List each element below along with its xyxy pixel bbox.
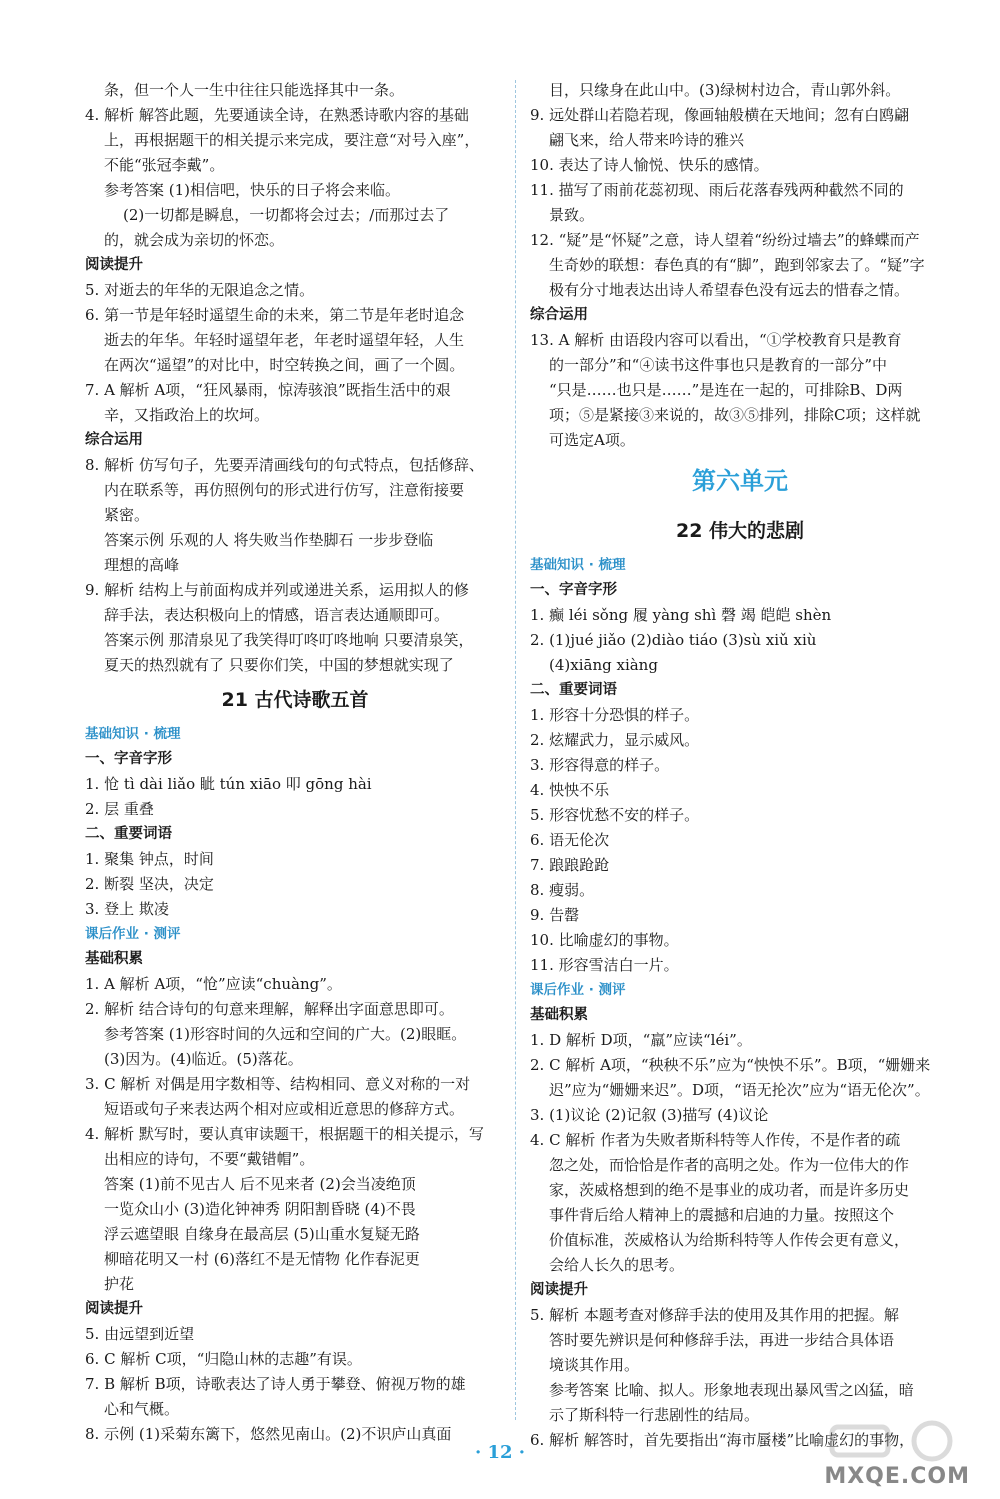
text-line: 境谈其作用。 [549, 1356, 640, 1374]
section-heading: 阅读提升 [85, 257, 143, 273]
text-line: 2. 解析 结合诗句的句意来理解，解释出字面意思即可。 [85, 1000, 454, 1018]
section-heading: 阅读提升 [85, 1301, 143, 1317]
text-line: 事件背后给人精神上的震撼和启迪的力量。按照这个 [549, 1206, 895, 1224]
text-line: 2. C 解析 A项，“秧秧不乐”应为“怏怏不乐”。B项，“姗姗来 [530, 1056, 931, 1074]
text-line: 不能“张冠李戴”。 [104, 156, 225, 174]
text-line: 6. 语无伦次 [530, 831, 610, 849]
text-line: 4. 解析 解答此题，先要通读全诗，在熟悉诗歌内容的基础 [85, 106, 469, 124]
text-line: 心和气概。 [104, 1400, 180, 1418]
text-line: 7. A 解析 A项，“狂风暴雨，惊涛骇浪”既指生活中的艰 [85, 381, 451, 399]
text-line: 夏天的热烈就有了 只要你们笑，中国的梦想就实现了 [104, 656, 454, 674]
text-line: 目，只缘身在此山中。(3)绿树村边合，青山郭外斜。 [549, 81, 901, 99]
text-line: 4. C 解析 作者为失败者斯科特等人作传，不是作者的疏 [530, 1131, 901, 1149]
text-line: 7. 踉踉跄跄 [530, 856, 610, 874]
section-heading: 一、字音字形 [85, 751, 172, 767]
unit-title: 第六单元 [692, 467, 788, 495]
text-line: 紧密。 [104, 506, 150, 524]
text-line: 答时要先辨识是何种修辞手法，再进一步结合具体语 [549, 1331, 895, 1349]
text-line: 5. 对逝去的年华的无限追念之情。 [85, 281, 315, 299]
text-line: 5. 解析 本题考查对修辞手法的使用及其作用的把握。解 [530, 1306, 899, 1324]
text-line: 11. 形容雪洁白一片。 [530, 956, 679, 974]
text-line: 价值标准，茨威格认为给斯科特等人作传会更有意义， [549, 1231, 910, 1249]
text-line: 出相应的诗句，不要“戴错帽”。 [104, 1150, 315, 1168]
text-line: 5. 由远望到近望 [85, 1325, 195, 1343]
lesson-title: 21 古代诗歌五首 [221, 689, 369, 711]
text-line: 10. 比喻虚幻的事物。 [530, 931, 679, 949]
text-line: 7. B 解析 B项，诗歌表达了诗人勇于攀登、俯视万物的雄 [85, 1375, 466, 1393]
text-line: 8. 瘦弱。 [530, 881, 595, 899]
text-line: 翩飞来，给人带来吟诗的雅兴 [549, 131, 745, 149]
right-column [530, 78, 950, 1453]
section-heading: 二、重要词语 [85, 826, 172, 842]
text-line: (3)因为。(4)临近。(5)落花。 [104, 1050, 303, 1068]
text-line: 可选定A项。 [549, 431, 635, 449]
text-line: 6. 第一节是年轻时遥望生命的未来，第二节是年老时追念 [85, 306, 465, 324]
text-line: 6. C 解析 C项，“归隐山林的志趣”有误。 [85, 1350, 362, 1368]
text-line: 1. 聚集 钟点，时间 [85, 850, 214, 868]
watermark-text: MXQE.COM [824, 1464, 970, 1489]
text-line: 极有分寸地表达出诗人希望春色没有远去的惜春之情。 [549, 281, 910, 299]
section-heading: 基础积累 [85, 951, 143, 967]
text-line: 1. A 解析 A项，“怆”应读“chuàng”。 [85, 975, 342, 993]
page-number: · 12 · [474, 1442, 526, 1463]
text-line: 9. 远处群山若隐若现，像画轴般横在天地间；忽有白鸥翩 [530, 106, 910, 124]
text-line: 浮云遮望眼 自缘身在最高层 (5)山重水复疑无路 [104, 1225, 420, 1243]
text-line: 4. 解析 默写时，要认真审读题干，根据题干的相关提示，写 [85, 1125, 484, 1143]
text-line: (4)xiāng xiàng [549, 656, 658, 674]
text-line: 护花 [104, 1275, 135, 1293]
subsection-label: 课后作业 · 测评 [85, 926, 181, 942]
text-line: 3. 登上 欺凌 [85, 900, 169, 918]
text-line: 短语或句子来表达两个相对应或相近意思的修辞方式。 [104, 1100, 465, 1118]
text-line: 2. (1)jué jiǎo (2)diào tiáo (3)sù xiǔ xiù [530, 631, 817, 649]
text-line: 会给人长久的思考。 [549, 1256, 685, 1274]
text-line: “只是……也只是……”是连在一起的，可排除B、D两 [549, 381, 903, 399]
section-heading: 一、字音字形 [530, 582, 617, 598]
text-line: 8. 示例 (1)采菊东篱下，悠然见南山。(2)不识庐山真面 [85, 1425, 452, 1443]
text-line: 辞手法，表达积极向上的情感，语言表达通顺即可。 [104, 606, 450, 624]
subsection-label: 课后作业 · 测评 [530, 982, 626, 998]
text-line: 11. 描写了雨前花蕊初现、雨后花落春残两种截然不同的 [530, 181, 904, 199]
text-line: 辛，又指政治上的坎坷。 [104, 406, 270, 424]
text-line: 2. 层 重叠 [85, 800, 154, 818]
text-line: 项；⑤是紧接③来说的，故③⑤排列，排除C项；这样就 [549, 406, 921, 424]
text-line: 家，茨威格想到的绝不是事业的成功者，而是许多历史 [549, 1181, 910, 1199]
text-line: 3. C 解析 对偶是用字数相等、结构相同、意义对称的一对 [85, 1075, 471, 1093]
text-line: (2)一切都是瞬息，一切都将会过去；/而那过去了 [123, 206, 450, 224]
text-line: 10. 表达了诗人愉悦、快乐的感情。 [530, 156, 769, 174]
text-line: 2. 炫耀武力，显示威风。 [530, 731, 700, 749]
text-line: 答案示例 那清泉见了我笑得叮咚叮咚地响 只要清泉笑， [104, 631, 474, 649]
text-line: 3. 形容得意的样子。 [530, 756, 670, 774]
text-line: 在两次“遥望”的对比中，时空转换之间，画了一个圆。 [104, 356, 465, 374]
text-line: 逝去的年华。年轻时遥望年老，年老时遥望年轻，人生 [104, 331, 465, 349]
section-heading: 二、重要词语 [530, 682, 617, 698]
column-divider [515, 80, 516, 1420]
text-line: 迟”应为“姗姗来迟”。D项，“语无抡次”应为“语无伦次”。 [549, 1081, 930, 1099]
text-line: 答案 (1)前不见古人 后不见来者 (2)会当凌绝顶 [104, 1175, 416, 1193]
text-line: 8. 解析 仿写句子，先要弄清画线句的句式特点，包括修辞、 [85, 456, 484, 474]
text-line: 12. “疑”是“怀疑”之意，诗人望着“纷纷过墙去”的蜂蝶而产 [530, 231, 920, 249]
text-line: 的一部分”和“④读书这件事也只是教育的一部分”中 [549, 356, 888, 374]
text-line: 内在联系等，再仿照例句的形式进行仿写，注意衔接要 [104, 481, 465, 499]
text-line: 9. 解析 结构上与前面构成并列或递进关系，运用拟人的修 [85, 581, 469, 599]
text-line: 9. 告罄 [530, 906, 580, 924]
subsection-label: 基础知识 · 梳理 [530, 557, 626, 573]
left-column [85, 78, 505, 1447]
text-line: 5. 形容忧愁不安的样子。 [530, 806, 700, 824]
text-line: 1. 癫 léi sǒng 履 yàng shì 磬 竭 皑皑 shèn [530, 606, 832, 624]
section-heading: 阅读提升 [530, 1282, 588, 1298]
text-line: 4. 怏怏不乐 [530, 781, 610, 799]
lesson-title: 22 伟大的悲剧 [675, 520, 805, 542]
section-heading: 综合运用 [530, 307, 588, 323]
text-line: 13. A 解析 由语段内容可以看出，“①学校教育只是教育 [530, 331, 902, 349]
text-line: 理想的高峰 [104, 556, 180, 574]
text-line: 1. 怆 tì dài liǎo 眦 tún xiāo 叩 gōng hài [85, 775, 372, 793]
text-line: 参考答案 (1)形容时间的久远和空间的广大。(2)眼眶。 [104, 1025, 467, 1043]
text-line: 3. (1)议论 (2)记叙 (3)描写 (4)议论 [530, 1106, 769, 1124]
text-line: 参考答案 (1)相信吧，快乐的日子将会来临。 [104, 181, 401, 199]
text-line: 柳暗花明又一村 (6)落红不是无情物 化作春泥更 [104, 1250, 420, 1268]
section-heading: 基础积累 [530, 1007, 588, 1023]
text-line: 示了斯科特一行悲剧性的结局。 [549, 1406, 760, 1424]
text-line: 忽之处，而恰恰是作者的高明之处。作为一位伟大的作 [549, 1156, 910, 1174]
text-line: 景致。 [549, 206, 595, 224]
text-line: 2. 断裂 坚决，决定 [85, 875, 214, 893]
text-line: 答案示例 乐观的人 将失败当作垫脚石 一步步登临 [104, 531, 434, 549]
text-line: 的，就会成为亲切的怀恋。 [104, 231, 285, 249]
text-line: 参考答案 比喻、拟人。形象地表现出暴风雪之凶猛，暗 [549, 1381, 914, 1399]
text-line: 上，再根据题干的相关提示来完成，要注意“对号入座”， [104, 131, 480, 149]
text-line: 生奇妙的联想：春色真的有“脚”，跑到邻家去了。“疑”字 [549, 256, 925, 274]
subsection-label: 基础知识 · 梳理 [85, 726, 181, 742]
text-line: 1. D 解析 D项，“羸”应读“léi”。 [530, 1031, 752, 1049]
text-line: 条，但一个人一生中往往只能选择其中一条。 [104, 81, 405, 99]
text-line: 6. 解析 解答时，首先要指出“海市蜃楼”比喻虚幻的事物， [530, 1431, 915, 1449]
text-line: 1. 形容十分恐惧的样子。 [530, 706, 700, 724]
section-heading: 综合运用 [85, 432, 143, 448]
text-line: 一览众山小 (3)造化钟神秀 阴阳割昏晓 (4)不畏 [104, 1200, 416, 1218]
